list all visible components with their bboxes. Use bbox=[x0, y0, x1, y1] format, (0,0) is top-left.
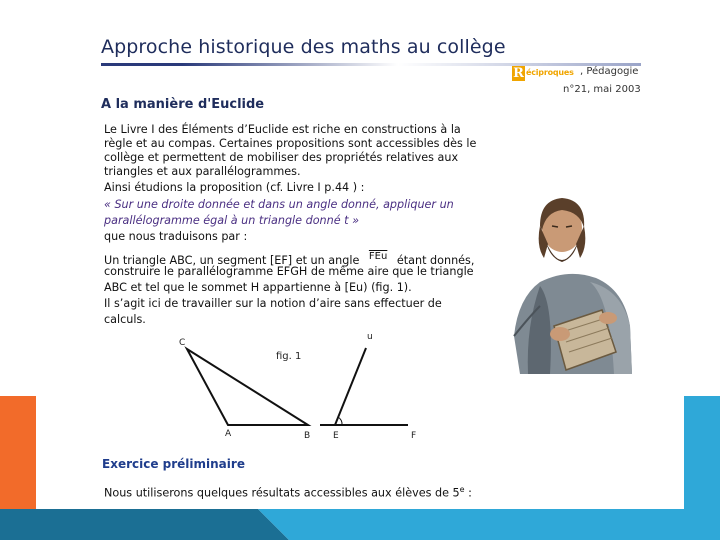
body-line: Ainsi étudions la proposition (cf. Livre I p.44 ) : bbox=[104, 181, 365, 194]
bottom-decoration-band bbox=[0, 509, 720, 540]
body-line: que nous traduisons par : bbox=[104, 230, 248, 243]
euclid-portrait-image bbox=[510, 186, 634, 374]
section-title: A la manière d'Euclide bbox=[101, 97, 265, 112]
body-line: Il s’agit ici de travailler sur la notion d’aire sans effectuer de bbox=[104, 297, 442, 310]
figure-1 bbox=[170, 328, 430, 444]
quote-line: « Sur une droite donnée et dans un angle donné, appliquer un bbox=[104, 198, 454, 211]
exercise-text bbox=[104, 485, 472, 500]
reference-line-2: n°21, mai 2003 bbox=[563, 84, 641, 95]
reciproques-logo-text: éciproques bbox=[526, 68, 574, 77]
angle-notation: $\overline{FEu}$ bbox=[368, 251, 388, 262]
ray-eu bbox=[335, 348, 366, 425]
exercise-text-end: : bbox=[464, 486, 472, 500]
body-line: triangles et aux parallélogrammes. bbox=[104, 165, 301, 178]
reference-line-1: , Pédagogie bbox=[580, 66, 639, 77]
quote-line: parallélogramme égal à un triangle donné t » bbox=[104, 214, 360, 227]
label-b: B bbox=[304, 431, 311, 441]
body-line: calculs. bbox=[104, 313, 146, 326]
reciproques-logo: R bbox=[513, 66, 524, 81]
body-line-part: Un triangle ABC, un segment [EF] et un angle bbox=[104, 254, 360, 267]
page-title: Approche historique des maths au collège bbox=[101, 36, 506, 58]
body-line: Le Livre I des Éléments d’Euclide est riche en constructions à la bbox=[104, 123, 461, 136]
label-f: F bbox=[411, 431, 417, 441]
label-e: E bbox=[333, 431, 339, 441]
exercise-text-sup: e bbox=[459, 485, 465, 494]
exercise-text-main: Nous utiliserons quelques résultats accessibles aux élèves de 5 bbox=[104, 486, 460, 500]
title-underline bbox=[101, 63, 641, 66]
exercise-title: Exercice préliminaire bbox=[102, 457, 245, 471]
caption-fig1: fig. 1 bbox=[276, 351, 302, 362]
body-line-part: étant donnés, bbox=[396, 254, 475, 267]
label-c: C bbox=[179, 338, 186, 348]
body-line: construire le parallélogramme EFGH de même aire que le triangle bbox=[104, 265, 474, 278]
body-line: ABC et tel que le sommet H appartienne à [Eu) (fig. 1). bbox=[104, 281, 412, 294]
body-line: règle et au compas. Certaines propositions sont accessibles dès le bbox=[104, 137, 477, 150]
label-a: A bbox=[225, 429, 232, 439]
label-u: u bbox=[367, 332, 373, 342]
body-line: collège et permettent de mobiliser des propriétés relatives aux bbox=[104, 151, 459, 164]
